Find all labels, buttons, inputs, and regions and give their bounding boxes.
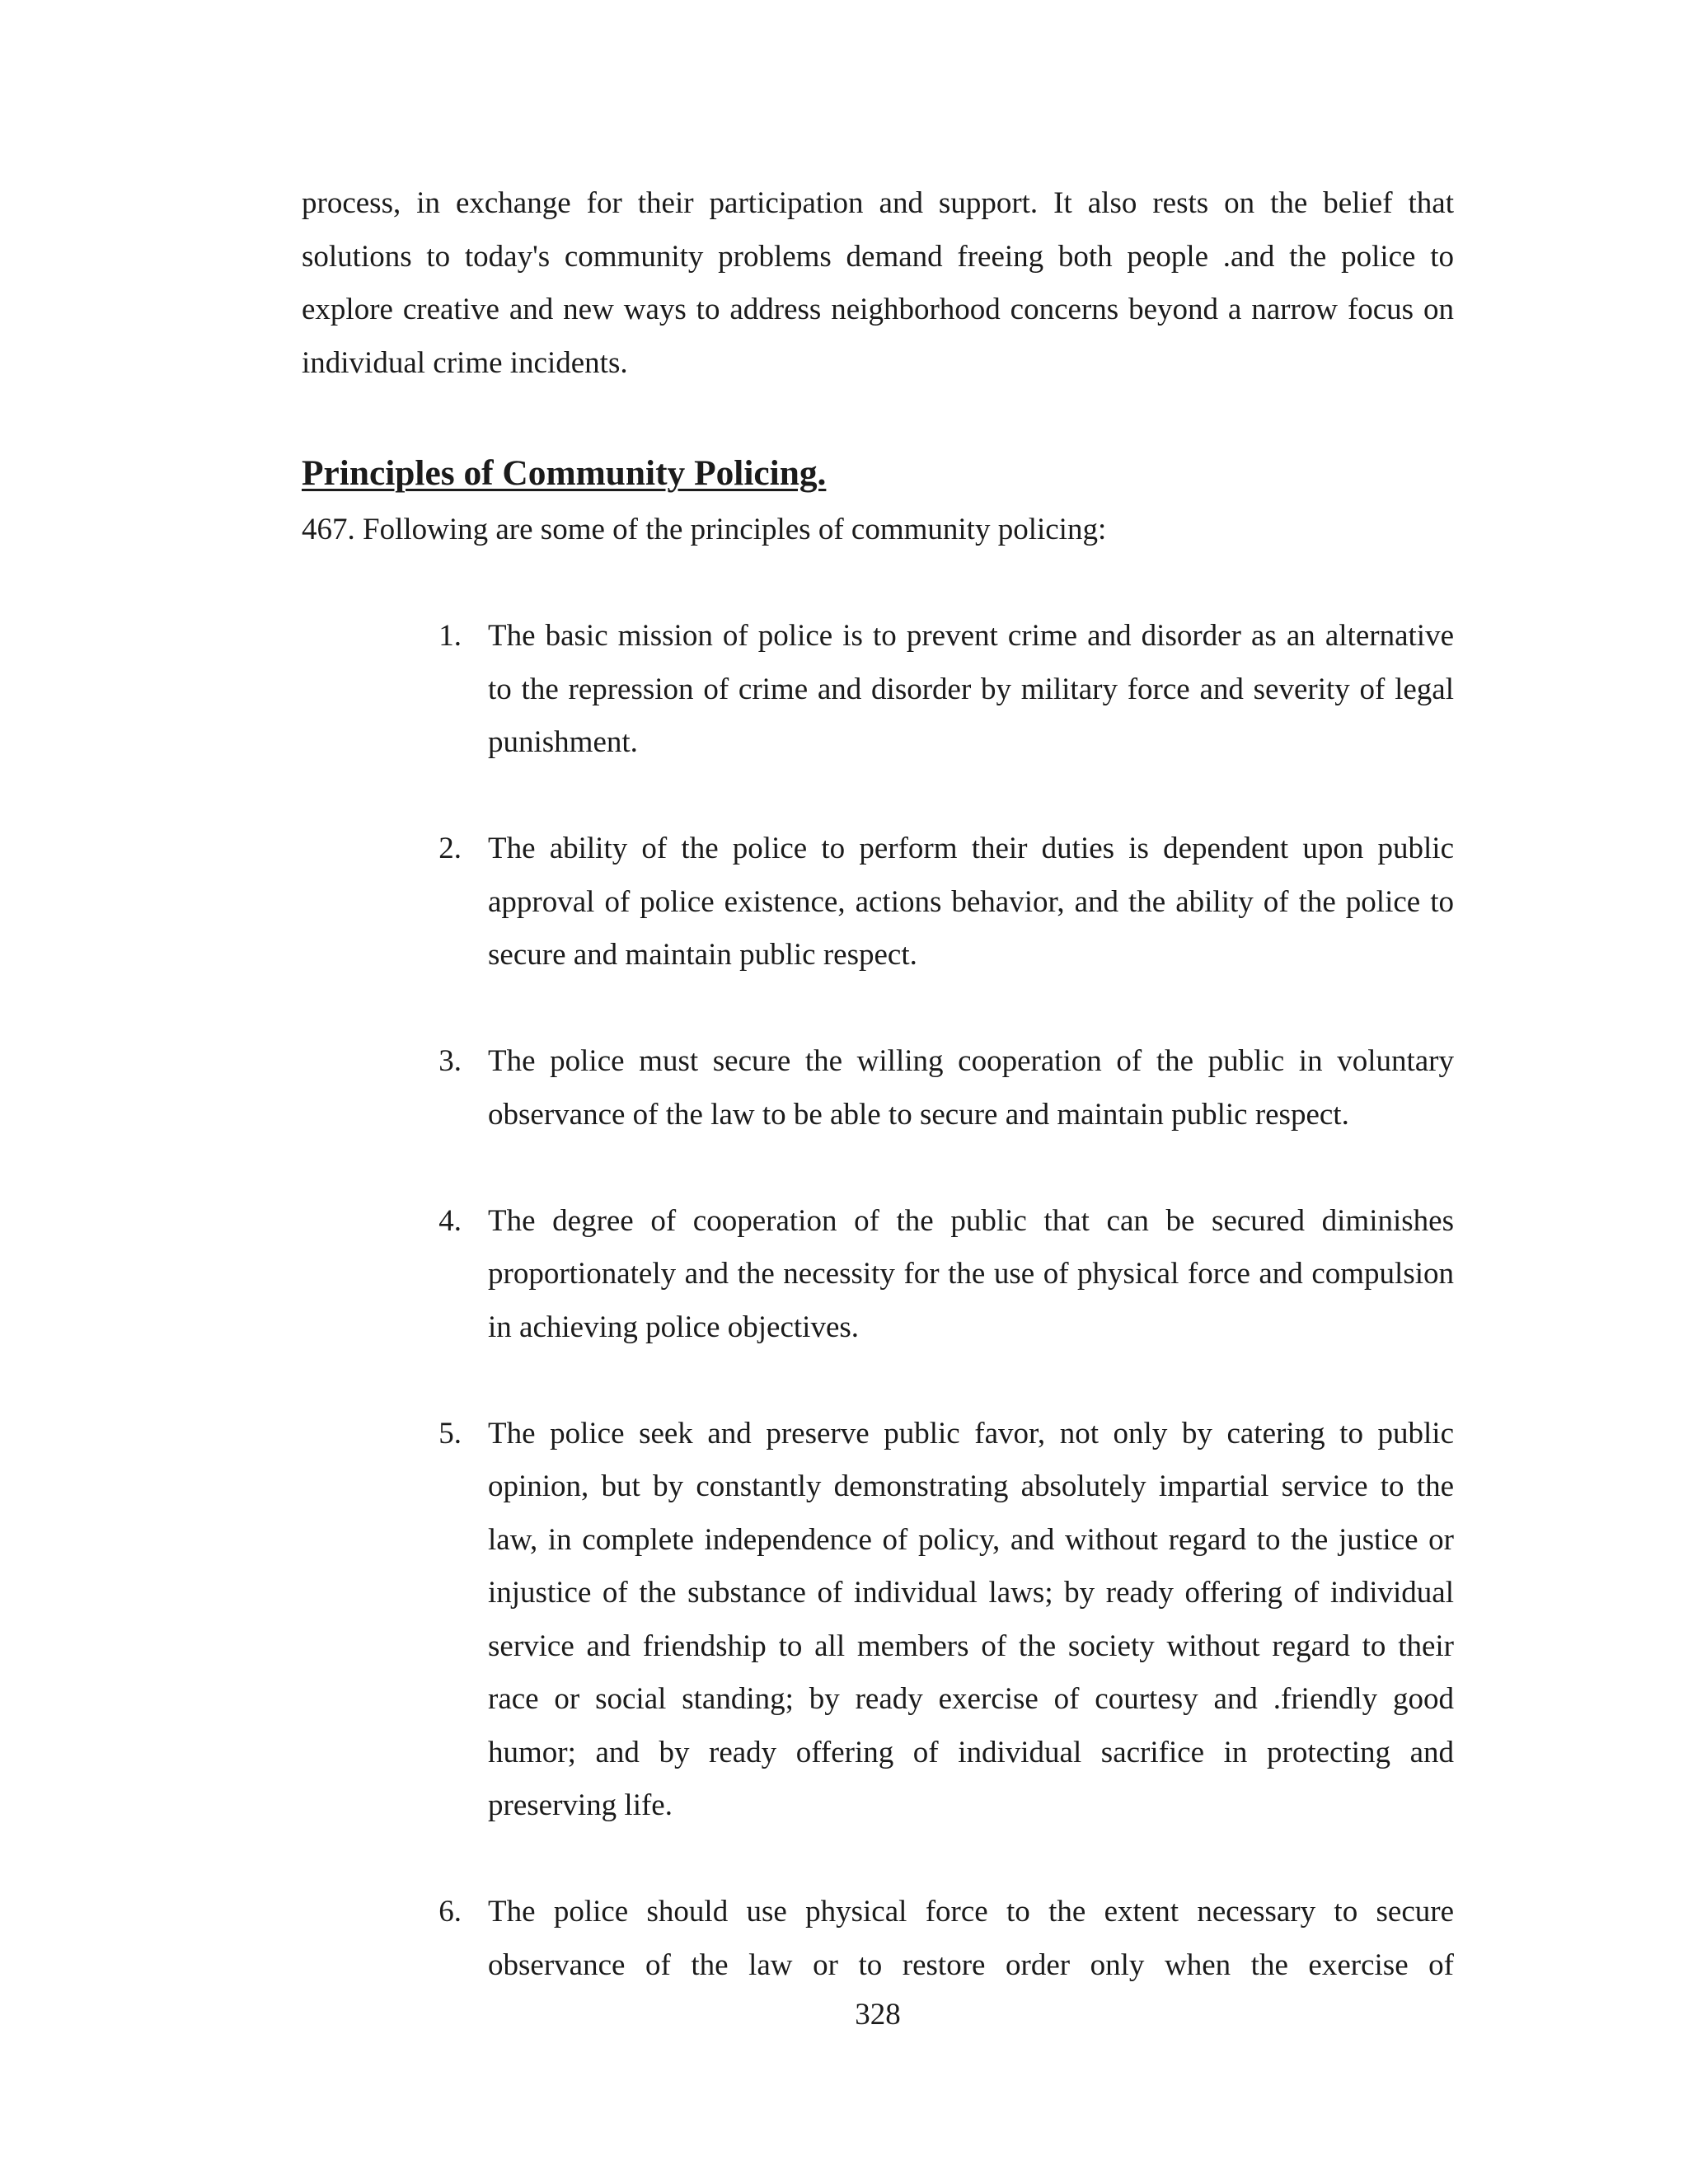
section-heading xyxy=(302,447,1454,499)
principle-item xyxy=(302,610,1454,770)
principle-line: service and friendship to all members of the society without regard to their xyxy=(488,1629,1454,1663)
principle-line: in achieving police objectives. xyxy=(488,1310,860,1344)
principle-line: The ability of the police to perform their duties is dependent upon public xyxy=(488,832,1454,865)
principle-text xyxy=(488,1408,1454,1833)
principle-number: 5. xyxy=(438,1416,462,1451)
principle-line: The police must secure the willing cooperation of the public in voluntary xyxy=(488,1044,1454,1078)
principles-list xyxy=(302,610,1454,2046)
principle-line: to the repression of crime and disorder by military force and severity of legal xyxy=(488,672,1454,706)
principle-line: proportionately and the necessity for the use of physical force and compulsion xyxy=(488,1257,1454,1291)
principle-line: punishment. xyxy=(488,725,638,759)
principle-number: 2. xyxy=(438,832,462,865)
principle-line: The police should use physical force to the extent necessary to secure xyxy=(488,1895,1454,1929)
principle-line: injustice of the substance of individual laws; by ready offering of individual xyxy=(488,1576,1454,1610)
principle-item xyxy=(302,1195,1454,1355)
principle-line: observance of the law or to restore order only when the exercise of xyxy=(488,1947,1454,1982)
principle-item xyxy=(302,1886,1454,1992)
principle-text xyxy=(488,823,1454,982)
principle-line: The basic mission of police is to prevent crime and disorder as an alternative xyxy=(488,619,1454,653)
principle-line: The police seek and preserve public favor, not only by catering to public xyxy=(488,1416,1454,1451)
principle-text xyxy=(488,1886,1454,1992)
principle-line: race or social standing; by ready exercise of courtesy and .friendly good xyxy=(488,1682,1454,1716)
principle-line: opinion, but by constantly demonstrating absolutely impartial service to the xyxy=(488,1469,1454,1503)
principle-line: humor; and by ready offering of individual sacrifice in protecting and xyxy=(488,1735,1454,1769)
intro-line: explore creative and new ways to address neighborhood concerns beyond a narrow focus on xyxy=(302,293,1454,326)
principle-number: 6. xyxy=(438,1895,462,1929)
principle-line: preserving life. xyxy=(488,1788,673,1822)
principle-line: approval of police existence, actions behavior, and the ability of the police to xyxy=(488,884,1454,919)
principle-item xyxy=(302,1035,1454,1141)
principle-text xyxy=(488,1035,1454,1141)
principle-number: 1. xyxy=(438,619,462,653)
principle-item xyxy=(302,1408,1454,1833)
principle-text xyxy=(488,610,1454,770)
intro-line: solutions to today's community problems demand freeing both people .and the police to xyxy=(302,239,1454,274)
principle-line: secure and maintain public respect. xyxy=(488,938,917,972)
principle-text xyxy=(488,1195,1454,1355)
page-number: 328 xyxy=(855,1998,901,2032)
principle-number: 4. xyxy=(438,1203,462,1238)
principle-line: observance of the law to be able to secure and maintain public respect. xyxy=(488,1097,1349,1132)
principle-line: The degree of cooperation of the public that can be secured diminishes xyxy=(488,1203,1454,1238)
principle-line: law, in complete independence of policy, and without regard to the justice or xyxy=(488,1522,1454,1557)
intro-paragraph xyxy=(302,177,1454,390)
lead-sentence: 467. Following are some of the principles of community policing: xyxy=(302,513,1107,546)
section-heading-text: Principles of Community Policing. xyxy=(302,453,827,493)
principle-number: 3. xyxy=(438,1044,462,1078)
intro-line: individual crime incidents. xyxy=(302,345,628,380)
principle-item xyxy=(302,823,1454,982)
intro-line: process, in exchange for their participation and support. It also rests on the belief that xyxy=(302,186,1454,220)
